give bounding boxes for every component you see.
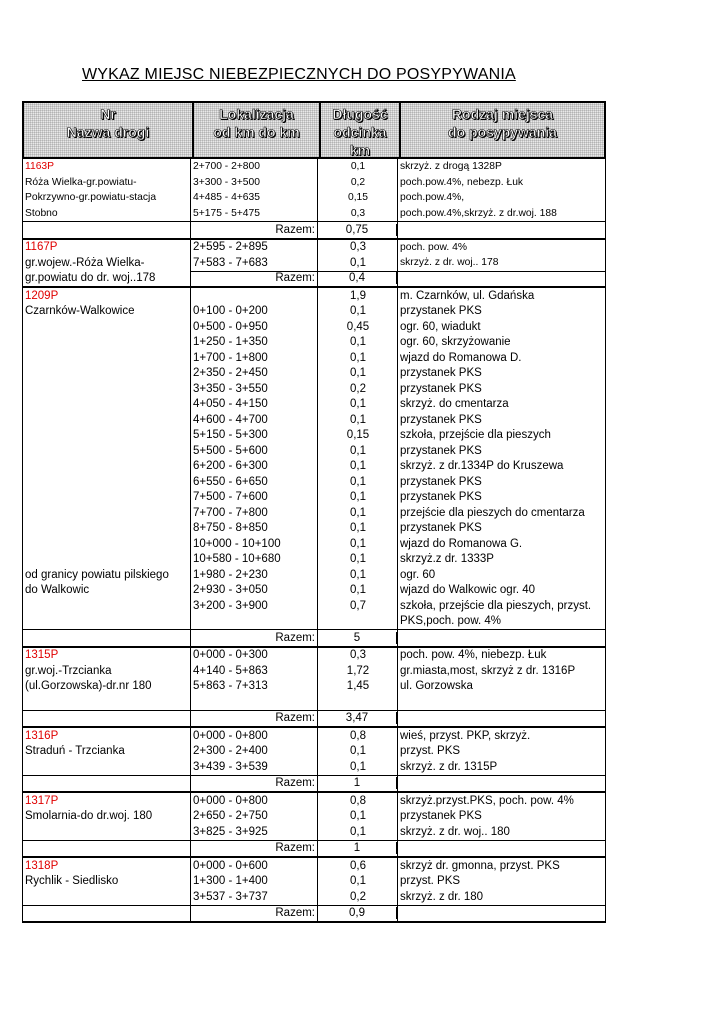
sum-row (23, 221, 605, 238)
sum-value: 1 (317, 842, 397, 854)
header-length-line3: km (349, 142, 371, 158)
cell-type: gr.miasta,most, skrzyż z dr. 1316P (400, 664, 576, 677)
column-divider (397, 288, 398, 646)
cell-length: 0,1 (350, 475, 366, 488)
table-row (23, 552, 605, 568)
sum-value: 0,75 (317, 224, 397, 236)
header-road-line2: Nazwa drogi (66, 124, 150, 140)
cell-length: 0,1 (350, 336, 366, 349)
cell-location: 7+500 - 7+600 (193, 491, 268, 504)
cell-location: 3+300 - 3+500 (193, 176, 260, 188)
cell-length: 0,8 (350, 794, 366, 807)
cell-type: poch.pow.4%, nebezp. Łuk (400, 176, 524, 188)
cell-road: 1318P (25, 859, 59, 872)
table-row (23, 858, 605, 874)
cell-location: 6+550 - 6+650 (193, 475, 268, 488)
column-divider (190, 288, 191, 646)
table-row (23, 304, 605, 320)
cell-length: 0,1 (350, 351, 366, 364)
cell-location: 1+980 - 2+230 (193, 568, 268, 581)
cell-length: 0,1 (350, 875, 366, 888)
cell-location: 7+583 - 7+683 (193, 256, 268, 269)
cell-location: 2+700 - 2+800 (193, 161, 260, 173)
cell-type: skrzyż. z dr. woj.. 180 (400, 825, 510, 838)
table-row (23, 381, 605, 397)
cell-length: 0,1 (350, 825, 366, 838)
table-row (23, 824, 605, 840)
cell-location: 7+700 - 7+800 (193, 506, 268, 519)
cell-road: 1315P (25, 649, 59, 662)
table-row (23, 759, 605, 775)
cell-length: 0,1 (350, 161, 366, 173)
sum-row (23, 710, 605, 727)
table-row (23, 459, 605, 475)
cell-location: 4+140 - 5+863 (193, 664, 268, 677)
cell-length: 0,1 (350, 413, 366, 426)
table-row (23, 175, 605, 191)
cell-type: wjazd do Walkowic ogr. 40 (400, 584, 536, 597)
cell-length: 0,1 (350, 537, 366, 550)
cell-road: od granicy powiatu pilskiego (25, 568, 169, 581)
road-section (22, 288, 606, 648)
cell-type: poch.pow.4%, (400, 192, 465, 204)
cell-location: 2+300 - 2+400 (193, 745, 268, 758)
road-section (22, 159, 606, 240)
table-row (23, 536, 605, 552)
road-section (22, 858, 606, 923)
cell-type: ogr. 60 (400, 568, 436, 581)
cell-length: 0,7 (350, 599, 366, 612)
sum-label: Razem: (275, 272, 315, 285)
header-type (399, 103, 604, 157)
cell-type: skrzyż.z dr. 1333P (400, 553, 494, 566)
cell-location: 3+537 - 3+737 (193, 890, 268, 903)
cell-type: wjazd do Romanowa G. (400, 537, 523, 550)
cell-road: Róża Wielka-gr.powiatu- (25, 176, 137, 188)
cell-road: gr.woj.-Trzcianka (25, 664, 112, 677)
cell-type: ul. Gorzowska (400, 680, 473, 693)
cell-length: 0,1 (350, 553, 366, 566)
table-row (23, 428, 605, 444)
cell-type: skrzyż. do cmentarza (400, 398, 509, 411)
cell-length: 0,1 (350, 256, 366, 269)
header-length-line2: odcinka (333, 124, 387, 140)
cell-type: ogr. 60, wiadukt (400, 320, 481, 333)
road-section (22, 648, 606, 729)
header-type-line1: Rodzaj miejsca (451, 106, 554, 122)
cell-location: 0+000 - 0+800 (193, 794, 268, 807)
sum-row (23, 905, 605, 922)
table-row (23, 583, 605, 599)
cell-length: 0,1 (350, 506, 366, 519)
cell-length: 0,1 (350, 745, 366, 758)
sum-row (23, 840, 605, 857)
table-row (23, 679, 605, 695)
cell-length: 0,3 (350, 241, 366, 254)
sum-value: 3,47 (317, 712, 397, 724)
sum-label: Razem: (275, 777, 315, 790)
cell-location: 3+200 - 3+900 (193, 599, 268, 612)
sum-label: Razem: (275, 907, 315, 920)
cell-length: 0,2 (350, 382, 366, 395)
cell-length: 1,9 (350, 289, 366, 302)
cell-location: 3+439 - 3+539 (193, 760, 268, 773)
table-row (23, 255, 605, 271)
sum-row (23, 775, 605, 792)
cell-location: 2+350 - 2+450 (193, 367, 268, 380)
header-road-line1: Nr (100, 106, 116, 122)
header-length-line1: Długość (332, 106, 388, 122)
table-row (23, 694, 605, 710)
table-row (23, 412, 605, 428)
cell-location: 5+500 - 5+600 (193, 444, 268, 457)
cell-road: 1316P (25, 729, 59, 742)
road-section (22, 240, 606, 289)
column-divider (317, 288, 318, 646)
cell-type: skrzyż.przyst.PKS, poch. pow. 4% (400, 794, 574, 807)
cell-road: Smolarnia-do dr.woj. 180 (25, 810, 153, 823)
cell-length: 0,1 (350, 584, 366, 597)
header-length (319, 103, 399, 157)
cell-length: 0,2 (350, 176, 366, 188)
cell-location: 8+750 - 8+850 (193, 522, 268, 535)
cell-type: przyst. PKS (400, 875, 461, 888)
cell-location: 6+200 - 6+300 (193, 460, 268, 473)
cell-type: skrzyż. z dr. 1315P (400, 760, 498, 773)
cell-location: 4+600 - 4+700 (193, 413, 268, 426)
cell-length: 0,1 (350, 398, 366, 411)
table-row (23, 598, 605, 614)
table-row (23, 240, 605, 256)
sum-label: Razem: (275, 712, 315, 725)
cell-road: Stobno (25, 207, 58, 219)
cell-length: 0,3 (350, 207, 366, 219)
table-row (23, 159, 605, 175)
sum-value: 1 (317, 777, 397, 789)
header-location (192, 103, 319, 157)
table-row (23, 648, 605, 664)
cell-type: przystanek PKS (400, 382, 482, 395)
cell-length: 0,1 (350, 491, 366, 504)
cell-type: przejście dla pieszych do cmentarza (400, 506, 585, 519)
cell-type: przystanek PKS (400, 444, 482, 457)
table-row (23, 728, 605, 744)
cell-location: 4+050 - 4+150 (193, 398, 268, 411)
cell-type: wieś, przyst. PKP, skrzyż. (400, 729, 531, 742)
cell-type: wjazd do Romanowa D. (400, 351, 522, 364)
sum-value: 0,9 (317, 907, 397, 919)
cell-location: 0+000 - 0+600 (193, 859, 268, 872)
cell-location: 5+150 - 5+300 (193, 429, 268, 442)
sum-value: 5 (317, 632, 397, 644)
cell-length: 0,1 (350, 305, 366, 318)
sum-value: 0,4 (317, 272, 397, 284)
cell-length: 0,1 (350, 367, 366, 380)
cell-length: 0,15 (347, 192, 369, 204)
road-section (22, 728, 606, 793)
cell-type: szkoła, przejście dla pieszych (400, 429, 551, 442)
cell-length: 0,1 (350, 444, 366, 457)
cell-type: przystanek PKS (400, 367, 482, 380)
cell-length: 0,2 (350, 890, 366, 903)
cell-length: 0,15 (346, 429, 370, 442)
cell-length: 0,1 (350, 460, 366, 473)
cell-location: 10+000 - 10+100 (193, 537, 281, 550)
cell-length: 1,72 (346, 664, 370, 677)
table-row (23, 521, 605, 537)
cell-location: 1+700 - 1+800 (193, 351, 268, 364)
table-row (23, 206, 605, 222)
cell-location: 5+863 - 7+313 (193, 680, 268, 693)
cell-location: 2+930 - 3+050 (193, 584, 268, 597)
cell-type: poch. pow. 4%, niebezp. Łuk (400, 649, 547, 662)
header-road (24, 103, 192, 157)
table-row (23, 505, 605, 521)
cell-length: 0,1 (350, 522, 366, 535)
table-row (23, 809, 605, 825)
table-row (23, 350, 605, 366)
header-type-line2: do posypywania (448, 124, 557, 140)
cell-type: przystanek PKS (400, 305, 482, 318)
cell-type: PKS,poch. pow. 4% (400, 615, 502, 628)
cell-type: ogr. 60, skrzyżowanie (400, 336, 511, 349)
cell-road: 1209P (25, 289, 59, 302)
table-row (23, 474, 605, 490)
cell-location: 0+000 - 0+800 (193, 729, 268, 742)
cell-road: Straduń - Trzcianka (25, 745, 125, 758)
cell-length: 0,1 (350, 568, 366, 581)
cell-type: przyst. PKS (400, 745, 461, 758)
cell-road: Pokrzywno-gr.powiatu-stacja (25, 192, 157, 204)
table-row (23, 190, 605, 206)
cell-type: przystanek PKS (400, 810, 482, 823)
table-row (23, 567, 605, 583)
cell-length: 0,6 (350, 859, 366, 872)
table-row (23, 490, 605, 506)
cell-type: poch. pow. 4% (400, 241, 467, 253)
cell-length: 1,45 (346, 680, 370, 693)
cell-type: przystanek PKS (400, 413, 482, 426)
cell-length: 0,45 (346, 320, 370, 333)
cell-location: 2+650 - 2+750 (193, 810, 268, 823)
cell-type: szkoła, przejście dla pieszych, przyst. (400, 599, 592, 612)
cell-location: 0+500 - 0+950 (193, 320, 268, 333)
cell-length: 0,1 (350, 810, 366, 823)
cell-road: 1167P (25, 241, 58, 254)
sum-row (23, 629, 605, 646)
cell-location: 3+825 - 3+925 (193, 825, 268, 838)
hazard-table (22, 101, 606, 923)
cell-location: 1+300 - 1+400 (193, 875, 268, 888)
cell-length: 0,8 (350, 729, 366, 742)
cell-road: gr.wojew.-Róża Wielka- (25, 256, 145, 269)
table-row (23, 288, 605, 304)
sum-road-cell: gr.powiatu do dr. woj..178 (25, 272, 156, 285)
cell-type: skrzyż. z dr. 180 (400, 890, 484, 903)
cell-type: skrzyż. z dr.1334P do Kruszewa (400, 460, 564, 473)
cell-road: (ul.Gorzowska)-dr.nr 180 (25, 680, 152, 693)
table-row (23, 793, 605, 809)
table-row (23, 335, 605, 351)
cell-road: 1317P (25, 794, 59, 807)
table-row (23, 319, 605, 335)
table-row (23, 663, 605, 679)
table-row (23, 744, 605, 760)
cell-location: 0+100 - 0+200 (193, 305, 268, 318)
table-row (23, 874, 605, 890)
cell-location: 0+000 - 0+300 (193, 649, 268, 662)
cell-location: 10+580 - 10+680 (193, 553, 281, 566)
cell-length: 0,1 (350, 760, 366, 773)
table-header (22, 101, 606, 159)
cell-type: przystanek PKS (400, 475, 482, 488)
cell-length: 0,3 (350, 649, 366, 662)
table-body (22, 159, 606, 923)
cell-type: skrzyż. z dr. woj.. 178 (400, 257, 499, 269)
table-row (23, 889, 605, 905)
cell-location: 4+485 - 4+635 (193, 192, 260, 204)
sum-label: Razem: (275, 223, 315, 236)
table-row (23, 366, 605, 382)
sum-label: Razem: (275, 842, 315, 855)
cell-road: Rychlik - Siedlisko (25, 875, 119, 888)
cell-type: skrzyż dr. gmonna, przyst. PKS (400, 859, 560, 872)
cell-type: przystanek PKS (400, 491, 482, 504)
cell-location: 5+175 - 5+475 (193, 207, 260, 219)
cell-road: do Walkowic (25, 584, 90, 597)
cell-location: 2+595 - 2+895 (193, 241, 268, 254)
cell-type: skrzyż. z drogą 1328P (400, 161, 502, 173)
table-row (23, 614, 605, 630)
header-location-line2: od km do km (213, 124, 300, 140)
table-row (23, 397, 605, 413)
sum-label: Razem: (275, 631, 315, 644)
document-title: WYKAZ MIEJSC NIEBEZPIECZNYCH DO POSYPYWANIA (82, 66, 516, 83)
sum-row (23, 271, 605, 287)
sum-divider (190, 271, 605, 272)
cell-type: przystanek PKS (400, 522, 482, 535)
cell-road: Czarnków-Walkowice (25, 305, 135, 318)
road-section (22, 793, 606, 858)
cell-type: poch.pow.4%,skrzyż. z dr.woj. 188 (400, 207, 557, 219)
header-location-line1: Lokalizacja (219, 106, 294, 122)
cell-road: 1163P (25, 161, 55, 173)
table-row (23, 443, 605, 459)
cell-location: 3+350 - 3+550 (193, 382, 268, 395)
cell-type: m. Czarnków, ul. Gdańska (400, 289, 535, 302)
cell-location: 1+250 - 1+350 (193, 336, 268, 349)
